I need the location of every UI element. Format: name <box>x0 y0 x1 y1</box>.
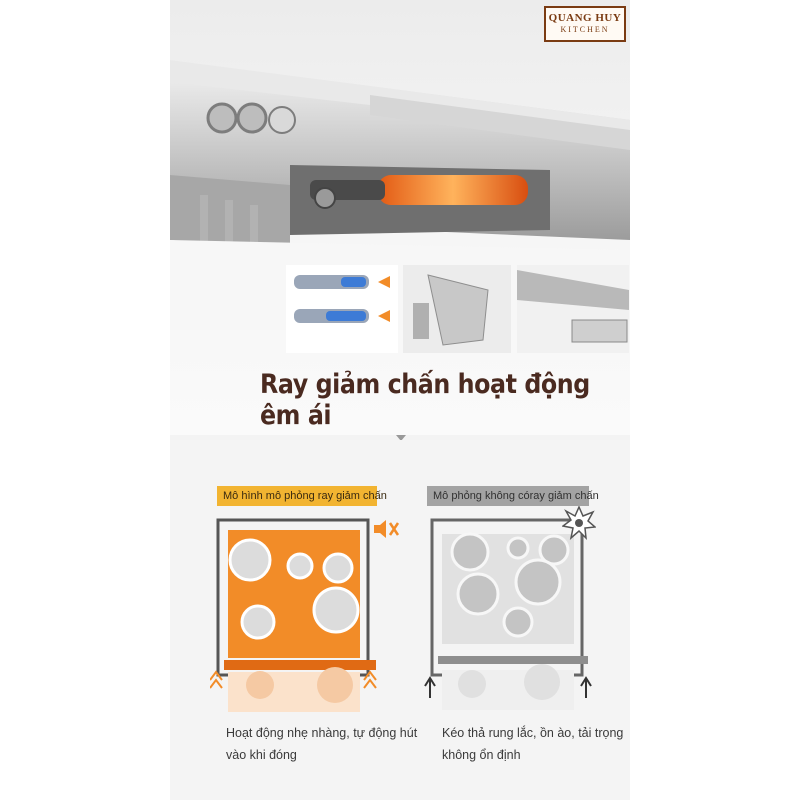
hero-section <box>170 0 630 435</box>
soft-close-caption-line1: Hoạt động nhẹ nhàng, tự động hút <box>226 726 418 740</box>
brand-name: QUANG HUY <box>548 12 622 24</box>
product-panel <box>170 0 630 800</box>
brand-logo <box>544 6 626 42</box>
brand-subtitle: KITCHEN <box>560 25 610 34</box>
soft-close-drawer-diagram <box>210 510 400 720</box>
no-damper-caption <box>442 722 630 766</box>
no-damper-caption-line1: Kéo thả rung lắc, ồn ào, tải trọng <box>442 726 624 740</box>
no-damper-drawer-diagram <box>422 510 612 720</box>
soft-close-caption-line2: vào khi đóng <box>226 748 297 762</box>
clip-detail-image <box>403 265 511 353</box>
mute-speaker-icon <box>372 518 400 540</box>
rail-mount-detail-image <box>517 265 629 353</box>
soft-close-tag: Mô hình mô phỏng ray giảm chấn <box>217 486 377 506</box>
page-headline: Ray giảm chấn hoạt động êm ái <box>260 369 590 431</box>
impact-burst-icon <box>562 506 596 540</box>
no-damper-tag: Mô phỏng không córay giảm chấn <box>427 486 589 506</box>
no-damper-caption-line2: không ổn định <box>442 748 521 762</box>
piston-detail-image <box>286 265 398 353</box>
soft-close-caption <box>226 722 426 766</box>
